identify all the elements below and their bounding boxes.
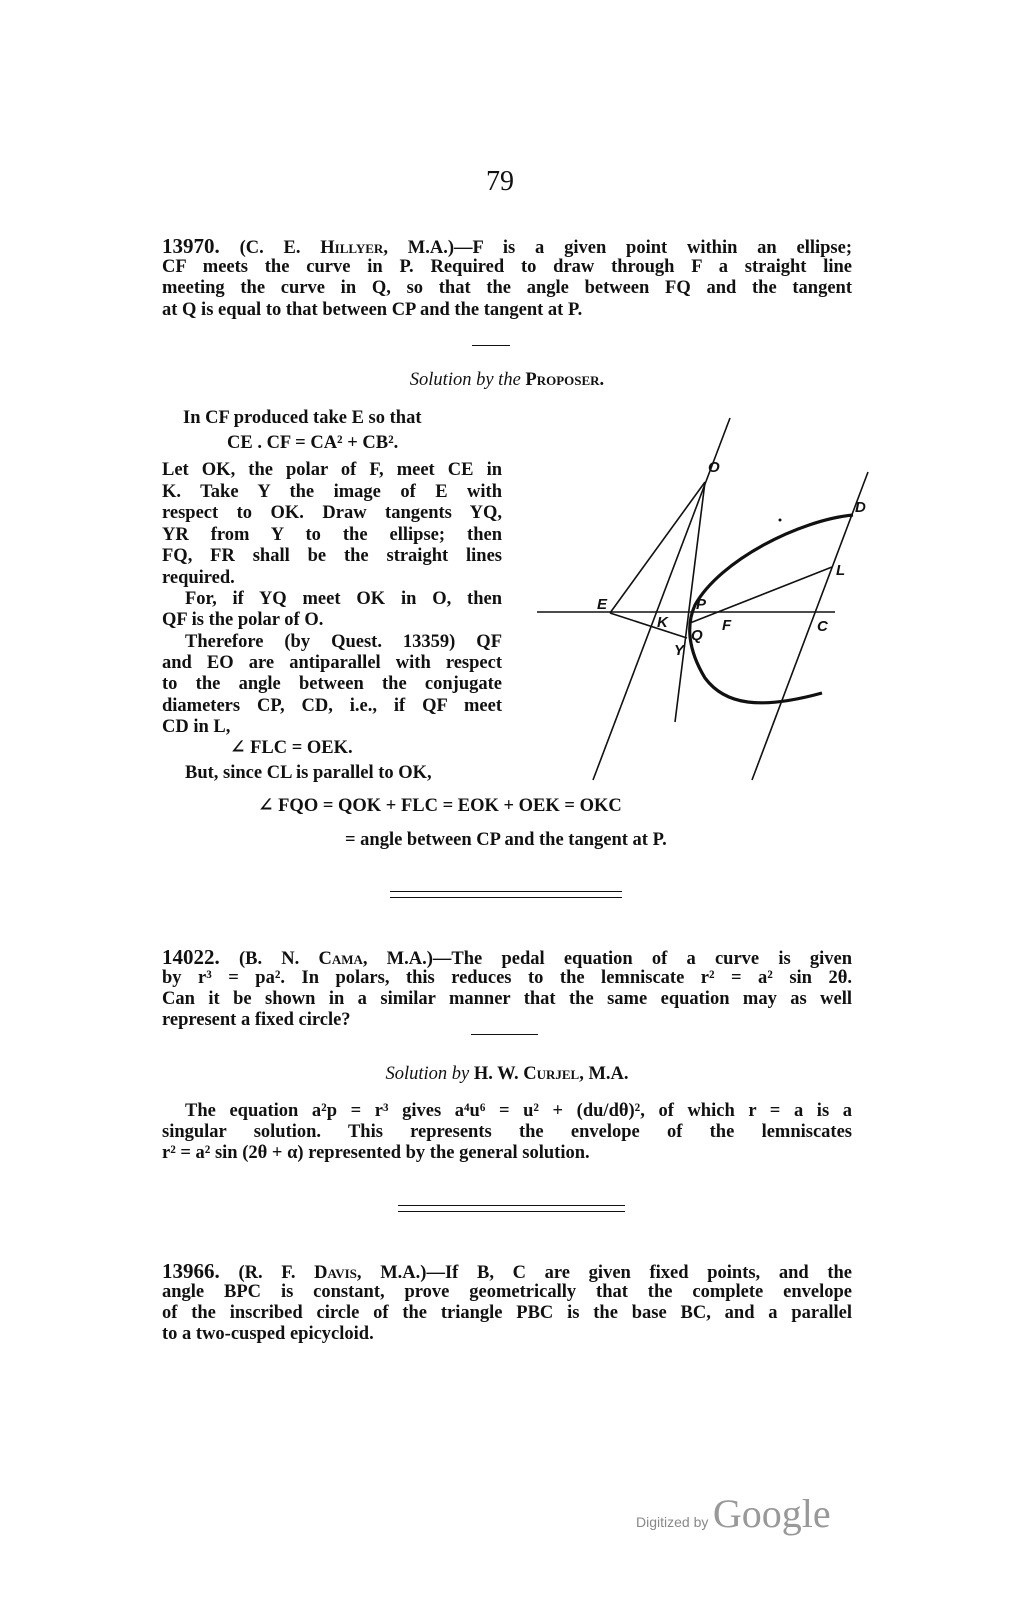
problem-text-line: to a two-cusped epicycloid.: [162, 1324, 374, 1344]
problem-number: 13966.: [162, 1259, 220, 1283]
equation: ∠ FLC = OEK.: [230, 738, 353, 758]
solution-line: singular solution. This represents the envelope of the lemniscates: [162, 1122, 852, 1142]
solution-line: required.: [162, 568, 235, 588]
solution-line: In CF produced take E so that: [183, 408, 422, 428]
label-E: E: [597, 596, 608, 613]
problem-text-line: of the inscribed circle of the triangle PBC is the base BC, and a parallel: [162, 1303, 852, 1323]
google-logo: Google: [712, 1491, 831, 1536]
solution-prefix: Solution by: [385, 1064, 470, 1084]
solution-line: to the angle between the conjugate: [162, 674, 502, 694]
dot: [779, 519, 782, 522]
label-O: O: [708, 459, 720, 476]
solution-author: H. W. Curjel, M.A.: [473, 1064, 629, 1084]
problem-text-line: CF meets the curve in P. Required to draw through F a straight line: [162, 257, 852, 277]
label-F: F: [722, 617, 732, 634]
equation: ∠ FQO = QOK + FLC = EOK + OEK = OKC: [258, 796, 622, 816]
problem-text-line: Can it be shown in a similar manner that the same equation may as well: [162, 989, 852, 1009]
equation: = angle between CP and the tangent at P.: [345, 830, 667, 850]
divider: [471, 1034, 538, 1035]
label-Y: Y: [674, 642, 685, 659]
solution-line: and EO are antiparallel with respect: [162, 653, 502, 673]
solution-line: Therefore (by Quest. 13359) QF: [185, 632, 502, 652]
solution-line: But, since CL is parallel to OK,: [185, 763, 432, 783]
double-divider-top: [390, 891, 622, 892]
problem-author: (B. N. Cama, M.A.): [238, 949, 433, 969]
problem-text-line: at Q is equal to that between CP and the tangent at P.: [162, 300, 583, 320]
solution-line: diameters CP, CD, i.e., if QF meet: [162, 696, 502, 716]
solution-author: Proposer.: [525, 370, 605, 390]
solution-line: respect to OK. Draw tangents YQ,: [162, 503, 502, 523]
problem-author: (C. E. Hillyer, M.A.): [239, 238, 454, 258]
problem-text: —If B, C are given fixed points, and the: [426, 1263, 853, 1283]
problem-text-line: represent a fixed circle?: [162, 1010, 351, 1030]
problem-author: (R. F. Davis, M.A.): [238, 1263, 427, 1283]
watermark-prefix: Digitized by: [636, 1514, 709, 1530]
label-L: L: [836, 562, 846, 579]
solution-heading: [162, 1064, 852, 1085]
problem-text-line: meeting the curve in Q, so that the angle between FQ and the tangent: [162, 278, 852, 298]
problem-text: —F is a given point within an ellipse;: [454, 238, 853, 258]
solution-line: The equation a²p = r³ gives a⁴u⁶ = u² + (du/dθ)², of which r = a is a: [185, 1101, 852, 1121]
problem-14022-header: [162, 947, 852, 968]
label-P: P: [696, 596, 707, 613]
double-divider-bottom: [390, 897, 622, 898]
problem-text-line: by r³ = pa². In polars, this reduces to the lemniscate r² = a² sin 2θ.: [162, 968, 852, 988]
solution-line: QF is the polar of O.: [162, 610, 324, 630]
problem-number: 13970.: [162, 234, 220, 258]
line-QL: [690, 567, 832, 623]
label-K: K: [657, 614, 668, 631]
line-CD: [752, 472, 868, 780]
page-number: 79: [486, 166, 514, 197]
problem-text: —The pedal equation of a curve is given: [432, 949, 853, 969]
problem-text-line: angle BPC is constant, prove geometrically that the complete envelope: [162, 1282, 852, 1302]
solution-line: For, if YQ meet OK in O, then: [185, 589, 502, 609]
solution-line: K. Take Y the image of E with: [162, 482, 502, 502]
problem-13966-header: [162, 1261, 852, 1282]
solution-prefix: Solution by the: [409, 370, 521, 390]
double-divider-top: [398, 1205, 625, 1206]
label-Q: Q: [691, 627, 703, 644]
solution-line: CD in L,: [162, 717, 231, 737]
equation: CE . CF = CA² + CB².: [227, 433, 399, 453]
digitized-watermark: [636, 1490, 831, 1537]
label-D: D: [855, 499, 866, 516]
solution-line: r² = a² sin (2θ + α) represented by the general solution.: [162, 1143, 590, 1163]
label-C: C: [817, 618, 828, 635]
problem-number: 14022.: [162, 945, 220, 969]
solution-line: YR from Y to the ellipse; then: [162, 525, 502, 545]
solution-line: FQ, FR shall be the straight lines: [162, 546, 502, 566]
solution-line: Let OK, the polar of F, meet CE in: [162, 460, 502, 480]
double-divider-bottom: [398, 1211, 625, 1212]
ellipse-arc: [690, 515, 853, 703]
